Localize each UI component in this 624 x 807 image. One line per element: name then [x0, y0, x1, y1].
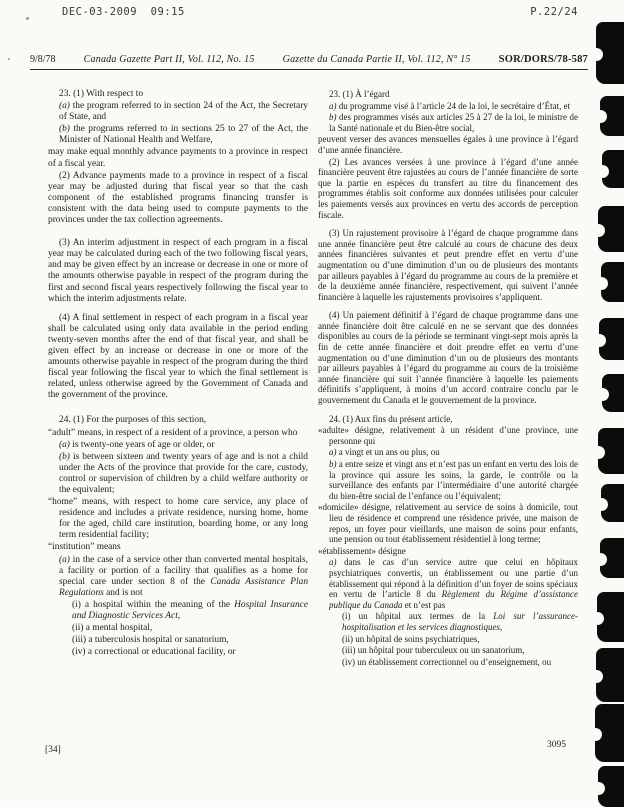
- paragraph: (2) Advance payments made to a province in respect of a fiscal year may be adjusted during that fiscal year so that the cash component of the established programs financing transfer is consistent with the data being used to compute payments to the provinces under the tax collection agreements.: [48, 170, 308, 226]
- paragraph: (4) A final settlement in respect of each program in a fiscal year shall be calculated using only data available in the period ending twenty-seven months after the end of that fiscal year, and shall be given effect by an increase or decrease in one or more of the amounts otherwise payable in respect of the program during the third fiscal year following the fiscal year to which the final settlement is related, unless otherwise agreed by the Government of Canada and the government of the province.: [48, 312, 308, 401]
- paragraph: (a) is twenty-one years of age or older, or: [59, 439, 215, 450]
- paragraph: (3) An interim adjustment in respect of each program in a fiscal year may be calculated during each of the two following fiscal years, and may be given effect by an increase or decrease in one or more of the amounts otherwise payable in respect of the program during the first and second fiscal years respectively following the fiscal year to which the interim adjustments relate.: [48, 238, 308, 304]
- binding-blob-artifact: [598, 766, 624, 807]
- scan-speck: [8, 58, 10, 60]
- binding-blob-artifact: [596, 22, 624, 84]
- binding-artifacts: [584, 0, 624, 807]
- paragraph: “adult” means, in respect of a resident of a province, a person who: [48, 427, 298, 438]
- paragraph: «domicile» désigne, relativement au service de soins à domicile, tout lieu de résidence et comprend une résidence privée, une maison de repos, un foyer pour vieillards, une maison de soins pour enfants, une pension ou tout établissement résidentiel à long terme;: [318, 502, 578, 545]
- paragraph: (i) a hospital within the meaning of the Hospital Insurance and Diagnostic Services Act,: [72, 599, 308, 622]
- binding-blob-artifact: [600, 538, 624, 578]
- paragraph: a) dans le cas d’un service autre que celui en hôpitaux psychiatriques convertis, un établissement ou une partie d’un établissement qui répond à la définition d’un foyer de soins spéciaux en vertu de l’article 8 du Règlement du Régime d’assistance publique du Canada et n’est pas: [329, 557, 578, 610]
- binding-blob-artifact: [602, 150, 624, 188]
- paragraph: 23. (1) With respect to: [59, 89, 144, 99]
- column-french: [318, 88, 578, 667]
- paragraph: a) a vingt et un ans ou plus, ou: [329, 447, 440, 458]
- binding-notch: [590, 670, 603, 683]
- binding-notch: [595, 277, 608, 290]
- binding-notch: [590, 48, 603, 61]
- fax-page-indicator: P.22/24: [530, 6, 578, 18]
- binding-blob-artifact: [597, 592, 624, 642]
- binding-blob-artifact: [600, 96, 624, 136]
- paragraph: 24. (1) Aux fins du présent article,: [329, 413, 453, 424]
- binding-notch: [594, 553, 607, 566]
- paragraph: «adulte» désigne, relativement à un résident d’une province, une personne qui: [318, 425, 578, 446]
- binding-notch: [595, 498, 608, 511]
- paragraph: (b) is between sixteen and twenty years of age and is not a child under the Acts of the province that provide for the care, custody, control or supervision of children by a child welfare authority or the equivalent;: [59, 451, 308, 495]
- binding-blob-artifact: [598, 206, 624, 252]
- gazette-title-english: Canada Gazette Part II, Vol. 112, No. 15: [83, 54, 255, 65]
- binding-notch: [593, 334, 606, 347]
- paragraph: a) du programme visé à l’article 24 de la loi, le secrétaire d’État, et: [329, 100, 571, 111]
- binding-notch: [592, 782, 605, 795]
- paragraph: (iii) a tuberculosis hospital or sanatorium,: [72, 635, 229, 646]
- paragraph: (iii) un hôpital pour tuberculeux ou un sanatorium,: [342, 645, 525, 656]
- paragraph: “home” means, with respect to home care service, any place of residence and includes a private residence, nursing home, home for the aged, child care institution, boarding home, or any long term residential facility;: [48, 497, 308, 541]
- fax-header: [62, 6, 578, 18]
- page-footer: [45, 740, 566, 755]
- column-english: [48, 88, 308, 658]
- binding-blob-artifact: [595, 704, 624, 762]
- binding-blob-artifact: [599, 318, 624, 360]
- binding-blob-artifact: [602, 374, 624, 412]
- binding-notch: [592, 224, 605, 237]
- paragraph: (4) Un paiement définitif à l’égard de chaque programme dans une année financière doit être calculé en ne se servant que des données disponibles au cours de la période se terminant vingt-sept mois après la fin de cette année financière et doit prendre effet en vertu d’une augmentation ou d’une diminution d’un ou de plusieurs des montants par ailleurs payables à l’égard du programme au cours de la troisième année financière qui suit l’année financière à laquelle les paiements définitifs s’appliquent, à moins d’un accord contraire conclu par le gouvernement du Canada et le gouvernement de la province.: [318, 310, 578, 406]
- footer-page-number: 3095: [547, 740, 566, 750]
- paragraph: (iv) a correctional or educational facility, or: [72, 647, 236, 658]
- binding-blob-artifact: [601, 262, 624, 302]
- binding-blob-artifact: [601, 484, 624, 522]
- paragraph: b) a entre seize et vingt ans et n’est pas un enfant en vertu des lois de la province qui assure les soins, la garde, le contrôle ou la surveillance des enfants par l’intermédiaire d’une autorité chargée du bien-être social de l’enfance ou l’équivalent;: [329, 459, 578, 501]
- fax-timestamp: DEC-03-2009 09:15: [62, 6, 185, 18]
- binding-blob-artifact: [596, 648, 624, 702]
- paragraph: (a) in the case of a service other than converted mental hospitals, a facility or portion of a facility that qualifies as a home for special care under section 8 of the Canada Assistance Plan Regulations and is not: [59, 554, 309, 598]
- paragraph: (ii) un hôpital de soins psychiatriques,: [342, 633, 480, 644]
- binding-notch: [591, 612, 604, 625]
- binding-notch: [596, 165, 609, 178]
- scan-speck: [26, 17, 29, 20]
- footer-page-bracket: [34]: [45, 745, 61, 755]
- binding-notch: [589, 728, 602, 741]
- paragraph: (a) the program referred to in section 24 of the Act, the Secretary of State, and: [59, 101, 308, 123]
- paragraph: (iv) un établissement correctionnel ou d’enseignement, ou: [342, 656, 552, 667]
- paragraph: may make equal monthly advance payments to a province in respect of a fiscal year.: [48, 147, 308, 169]
- paragraph: (i) un hôpital aux termes de la Loi sur l’assurance-hospitalisation et les services diagnostiques,: [342, 611, 578, 632]
- paragraph: «établissement» désigne: [318, 545, 406, 556]
- paragraph: (3) Un rajustement provisoire à l’égard de chaque programme dans une année financière peut être calculé au cours de chacune des deux années financières suivantes et peut prendre effet en vertu d’une augmentation ou d’une diminution d’un ou de plusieurs des montants par ailleurs payables à l’égard du programme au cours de la première et de la deuxième année financière, respectivement, qui suivent l’année financière à laquelle les rajustements provisoires s’appliquent.: [318, 228, 578, 302]
- gazette-title-french: Gazette du Canada Partie II, Vol. 112, N° 15: [282, 54, 471, 65]
- paragraph: peuvent verser des avances mensuelles égales à une province à l’égard d’une année financière.: [318, 134, 578, 155]
- paragraph: (b) the programs referred to in sections 25 to 27 of the Act, the Minister of National Health and Welfare,: [59, 124, 308, 146]
- binding-notch: [596, 388, 609, 401]
- paragraph: (2) Les avances versées à une province à l’égard d’une année financière peuvent être rajustées au cours de l’année financière de sorte que la partie en espèces du transfert au titre du financement des programmes établis soit conforme aux données utilisées pour calculer les paiements versés aux provinces en vertu des accords de perception fiscale.: [318, 156, 578, 220]
- binding-blob-artifact: [598, 428, 624, 474]
- paragraph: b) des programmes visés aux articles 25 à 27 de la loi, le ministre de la Santé nationale et du Bien-être social,: [329, 112, 578, 133]
- gazette-header: [30, 54, 588, 70]
- paragraph: 23. (1) À l’égard: [329, 89, 390, 99]
- paragraph: 24. (1) For the purposes of this section,: [59, 415, 207, 426]
- paragraph: (ii) a mental hospital,: [72, 623, 153, 634]
- binding-notch: [592, 446, 605, 459]
- binding-notch: [594, 110, 607, 123]
- registration-number: SOR/DORS/78-587: [498, 54, 588, 65]
- gazette-date: 9/8/78: [30, 54, 56, 65]
- paragraph: “institution” means: [48, 542, 121, 553]
